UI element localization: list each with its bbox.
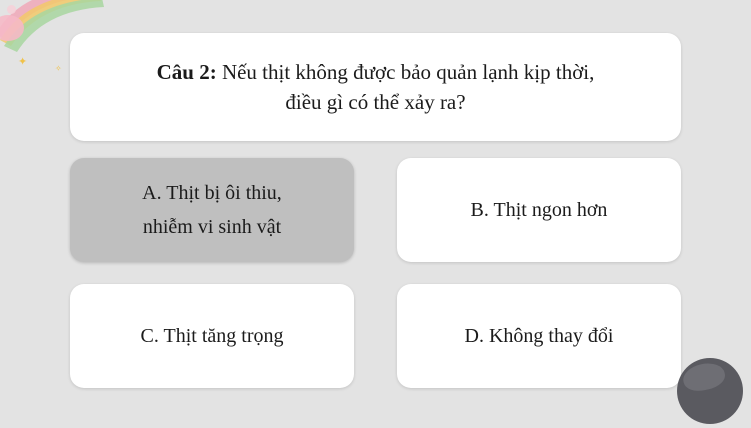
question-line-1 xyxy=(157,57,595,87)
question-number-label: Câu 2: xyxy=(156,59,217,84)
question-card xyxy=(70,33,681,141)
answer-d-line-1: D. Không thay đổi xyxy=(464,325,614,347)
star-icon: ✦ xyxy=(18,56,28,68)
question-text-part-1: Nếu thịt không được bảo quản lạnh kịp thời, xyxy=(216,59,595,84)
dark-circle-icon xyxy=(677,358,743,424)
answer-option-c[interactable] xyxy=(70,284,354,388)
answer-option-a[interactable] xyxy=(70,158,354,262)
answer-option-d[interactable] xyxy=(397,284,681,388)
answer-options-grid xyxy=(70,158,681,388)
answer-option-b[interactable] xyxy=(397,158,681,262)
dot-decoration-icon xyxy=(7,5,16,14)
answer-a-line-1: A. Thịt bị ôi thiu, xyxy=(142,182,282,204)
star-small-icon: ✧ xyxy=(55,64,62,73)
answer-b-line-1: B. Thịt ngon hơn xyxy=(470,199,608,221)
question-line-2: điều gì có thể xảy ra? xyxy=(285,90,466,114)
answer-c-line-1: C. Thịt tăng trọng xyxy=(140,325,284,347)
answer-a-line-2: nhiễm vi sinh vật xyxy=(142,216,282,238)
